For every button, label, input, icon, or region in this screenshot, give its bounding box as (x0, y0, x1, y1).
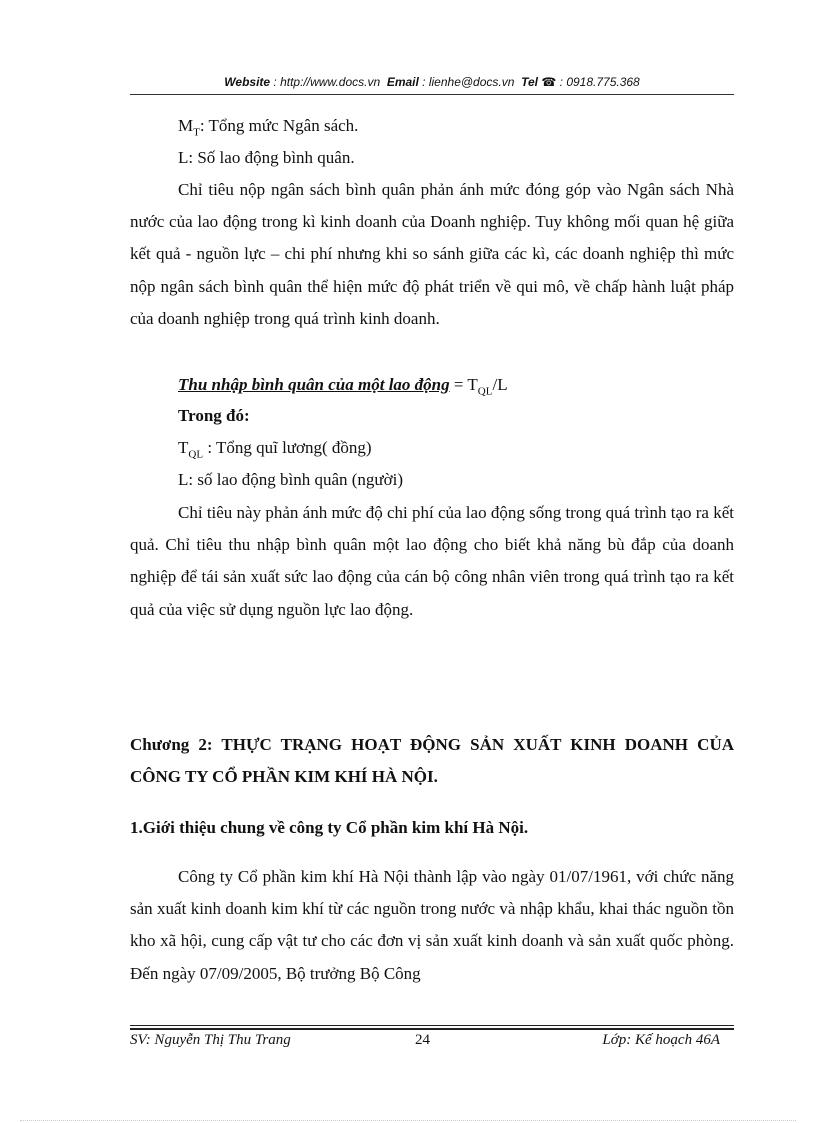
email-value[interactable]: lienhe@docs.vn (428, 75, 515, 89)
footer-class: Lớp: Kế hoạch 46A (602, 1032, 720, 1048)
page-bottom-dots (20, 1120, 796, 1121)
website-label: Website (224, 75, 271, 89)
footer-student: SV: Nguyễn Thị Thu Trang (130, 1032, 291, 1048)
l-definition: L: Số lao động bình quân. (178, 148, 355, 167)
section-heading: 1.Giới thiệu chung về công ty Cổ phần kim khí Hà Nội. (130, 818, 529, 837)
chapter-heading: Chương 2: THỰC TRẠNG HOẠT ĐỘNG SẢN XUẤT KINH DOANH CỦA CÔNG TY CỔ PHẦN KIM KHÍ HÀ NỘI. (130, 735, 734, 786)
header-rule (130, 94, 734, 95)
website-url[interactable]: http://www.docs.vn (280, 75, 381, 89)
l2-definition: L: số lao động bình quân (người) (178, 470, 404, 489)
paragraph-company: Công ty Cổ phần kim khí Hà Nội thành lập vào ngày 01/07/1961, với chức năng sản xuất kinh doanh kim khí từ các nguồn trong nước và nhập khẩu, khai thác nguồn tồn kho xã hội, cung cấp vật tư cho các đơn vị sản xuất kinh doanh và sản xuất quốc phòng. Đến ngày 07/09/2005, Bộ trưởng Bộ Công (130, 867, 734, 983)
tel-value: 0918.775.368 (566, 75, 640, 89)
footer-rule (130, 1025, 734, 1026)
tel-label: Tel (521, 75, 538, 89)
footer-rule-thick (130, 1028, 734, 1030)
page-header: Website : http://www.docs.vn Email : lienhe@docs.vn Tel ☎ : 0918.775.368 (224, 75, 640, 89)
phone-icon: ☎ (541, 75, 557, 89)
paragraph-income: Chỉ tiêu này phản ánh mức độ chi phí của lao động sống trong quá trình tạo ra kết quả. Chỉ tiêu thu nhập bình quân một lao động cho biết khả năng bù đắp của doanh nghiệp để tái sản xuất sức lao động của cán bộ công nhân viên trong quá trình tạo ra kết quả của việc sử dụng nguồn lực lao động. (130, 503, 734, 619)
email-label: Email (386, 75, 419, 89)
trong-do-label: Trong đó: (178, 406, 250, 425)
formula-label: Thu nhập bình quân của một lao động (178, 375, 450, 394)
paragraph-budget: Chỉ tiêu nộp ngân sách bình quân phản ánh mức đóng góp vào Ngân sách Nhà nước của lao động trong kì kinh doanh của Doanh nghiệp. Tuy không mối quan hệ giữa kết quả - nguồn lực – chi phí nhưng khi so sánh giữa các kì, các doanh nghiệp thì mức nộp ngân sách bình quân thể hiện mức độ phát triển về qui mô, về chấp hành luật pháp của doanh nghiệp trong quá trình kinh doanh. (130, 180, 734, 328)
tql-definition: $T_{QL}$ : Tổng quĩ lương( đồng) (178, 438, 372, 461)
page-number: 24 (415, 1032, 430, 1048)
mt-definition: $M_T$: Tổng mức Ngân sách. (178, 116, 359, 139)
formula-line: Thu nhập bình quân của một lao động = $T_{QL}/L$ (178, 375, 508, 398)
